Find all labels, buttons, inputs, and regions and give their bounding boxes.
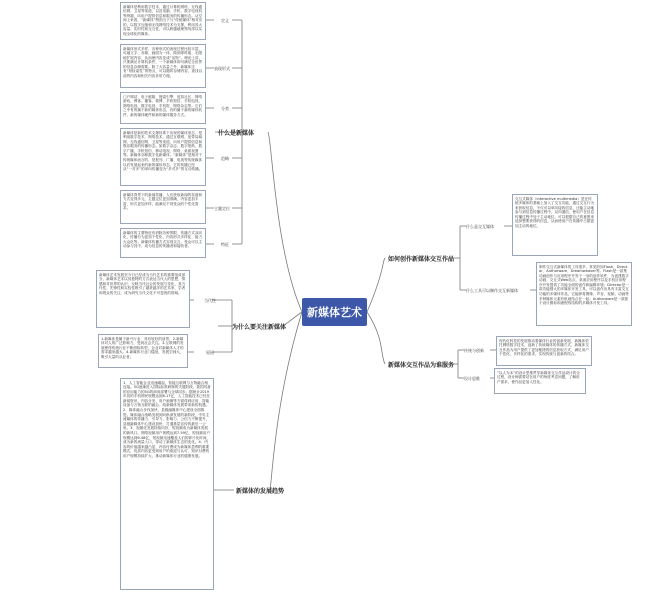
b2-label-reason[interactable]: 原因 <box>206 350 214 355</box>
b1-leaf-scope: 新媒体是新的技术支撑体系下出现的媒体形态，是利用数字技术、网络技术，通过互联网、宽带局域网、无线通信网、卫星等渠道，向用户提供信息和娱乐服务的传播形态。如数字杂志、数字报纸、数字广播、手机短信、移动电视、网络、桌面视窗等。新媒体亦称数字化新媒体。“新媒体”是相对于传统媒体而言的，是报刊、广播、电视等传统媒体以后发展起来的新的媒体形态，它的传播已经从“一对多”的单向传播变为“多对多”的互动传播。 <box>120 128 206 186</box>
link-central-b1 <box>268 132 302 312</box>
b1-label-definition[interactable]: 定义 <box>221 18 229 23</box>
b5-leaf-design: “以人为本”的设计思维贯穿新媒体交互作品设计的全过程，设计师需要站在用户的角度考虑问题，了解用户需求，使作品更加人性化。 <box>494 368 586 394</box>
b5-label-design[interactable]: 设计思维 <box>464 376 480 381</box>
b1-label-scope[interactable]: 范畴 <box>221 156 229 161</box>
branch-trends[interactable]: 新媒体的发展趋势 <box>236 488 285 495</box>
central-topic[interactable]: 新媒体艺术 <box>302 298 367 326</box>
branch-how-to-create[interactable]: 如何创作新媒体交互作品 <box>388 256 455 263</box>
b1-label-forms[interactable]: 表现形式 <box>214 66 230 71</box>
link-central-b3 <box>270 312 302 490</box>
b2-leaf-contemporary: 新媒体艺术发展至今日已经成为当代艺术的重要组成部分，新媒体艺术以其独特的方式表达当代人的思想、情感和对世界的认识，反映当代社会的发展与变化，其当代性、先锋性和实验性吸引了越来越多的艺术家、学者和观众的关注，成为研究当代文化不可忽视的领域。 <box>96 270 190 328</box>
b1-leaf-positioning: 新媒体背景下的新闻传播，人们获取新闻的渠道和方式变得多元，主题定位更加准确，内容更加丰富，形式更加多样，能满足不同受众的个性化需求。 <box>120 190 206 224</box>
b1-leaf-category: 门户网站、电子邮箱、搜索引擎、虚拟社区、网络游戏、博客、播客、微博、手机短信、手机电视、网络电视、数字电视、手机报、网络杂志等。它们之中有的属于新的媒体形态，有的属于新的媒体软件，新的媒体硬件和新的媒体服务方式。 <box>120 92 206 124</box>
branch-what-is-new-media[interactable]: 什么是新媒体 <box>218 130 255 137</box>
b2-label-contemporary[interactable]: 当代性 <box>204 298 216 303</box>
b4-label-tools[interactable]: 什么工具可以制作交互新媒体 <box>466 288 518 293</box>
b1-label-features[interactable]: 特征 <box>221 242 229 247</box>
b1-label-category[interactable]: 分类 <box>221 106 229 111</box>
link-central-b4 <box>367 258 385 312</box>
b4-label-interactive[interactable]: 什么是交互媒体 <box>466 224 494 229</box>
b1-leaf-features: 新媒体的主要特征有消除各种界限、传播方式双向化、传播行为更加个性化、内容形式多样化、能力大众化等。新媒体传播方式实现交互，受众可以主动参与其中，成为信息的传播者和接收者。 <box>120 228 206 258</box>
b4-leaf-tools: 制作交互式新媒体的工具很多，常见的如Flash、Director、Authorware、Dreamweaver等。Flash是一款集动画创作与应用程序开发于一身的创作软件，为创建数字动画、交互式Web站点、桌面应用程序以及手机应用程序开发提供了功能全面的创作和编辑环境；Director是一款功能强大的多媒体开发工具，可以创作出具有丰富交互功能的多媒体作品，它能够将图像、声音、视频、动画等多种媒体元素有机地结合在一起；Authorware是一款基于设计图标和流程线结构的多媒体开发工具。 <box>536 262 632 326</box>
branch-who-it-serves[interactable]: 新媒体交互作品为谁服务 <box>388 362 455 369</box>
b1-leaf-forms: 新媒体形式多样，各种形式的表现过程比较丰富，可融文字、音频、画面为一体，做到即时地、无限地扩展内容，从而使内容变成“活物”。理论上讲，只要满足计算机条件，一个新媒体即可满足全世界的信息存储需要。除了大容量之外，新媒体还有“易检索性”的特点，可以随时存储内容，查找以前的内容和相关内容非常方便。 <box>120 44 206 88</box>
branch-why-follow[interactable]: 为什么要关注新媒体 <box>232 324 287 331</box>
b4-leaf-interactive: 交互式媒体（interactive multimedia）是在传统多媒体的基础上加入了交互功能，通过交互行为来获取信息，不仅可以单向接收信息，还能主动地参与到信息传播过程中，双向通信，使用户在信息传播过程中处于主动地位，可以根据自己的意愿来选择想要获得的信息，从而使用户在传播中占据更加主动的地位。 <box>512 194 598 256</box>
b1-leaf-definition: 新媒体是利用数字技术、通过计算机网络、无线通信网、卫星等渠道，以及电脑、手机、数字电视机等终端，向用户提供信息和服务的传播形态。从空间上来看，“新媒体”特指当下与“传统媒体”相对应的，以数字压缩和无线网络技术为支撑，利用其大容量、实时性和交互性，可以跨越地理界线得以实现全球化的媒体。 <box>120 2 206 40</box>
b2-leaf-reason: 1.新媒体是属于新兴行业，具有较好的前景。2.新媒体对人的广泛影响力，受到社会关注。3.互联网的发展使得传统行业不断面临转型，企业对新媒体人才的需求越来越大。4.新媒体行业门槛低，发展空间大，吸引大量的从业者。 <box>98 334 188 368</box>
b5-leaf-tradition: 现代化科技的发展推动着媒体行业的创新发展，新媒体依托网络数字技术，创新了传统媒体的传播方式，新媒体交互作品为用户提供了更加便捷的信息获取方式，满足用户个性化、多样化的需求，实现传统与创新的结合。 <box>496 336 592 366</box>
b1-label-positioning[interactable]: 主题定位 <box>214 206 230 211</box>
link-central-b5 <box>367 312 385 364</box>
b5-label-tradition[interactable]: 传统与创新 <box>464 348 484 353</box>
b3-leaf-trends: 1、人工智能企业迅速崛起，智能互联网与万物融合相连接。5G逐渐进入国际标准研制的关键阶段，我国具备的应用能力的5G的商用部署与全球同步。据统计2019年初的手机网民规模达到8.17亿，人工智能技术已经在新闻资讯、内容分发、用户画像等方面得到应用，智能设备与万物互联的融合，给新媒体发展带来新的机遇。2、媒体融合步伐加快，县级融媒体中心建设全面推进。媒体融合战略发展到向纵深发展的新阶段，中央主流媒体的传播力、引导力、影响力、公信力不断提升，县级融媒体中心建设加快，打通基层宣传的最后一公里。3、视频化发展持续向好，短视频成为新媒体发展的新风口。网络视频用户规模达到7.59亿，短视频用户规模达到6.48亿，短视频迅速覆盖人们的碎片化时间，成为新的流量入口，带动了新媒体生态的变化。4、内容的价值越来越凸显，内容付费成为新媒体盈利的重要模式，优质内容更受到用户的欢迎与认可，知识付费的用户规模持续扩大，推动新媒体行业的健康发展。 <box>120 378 214 590</box>
